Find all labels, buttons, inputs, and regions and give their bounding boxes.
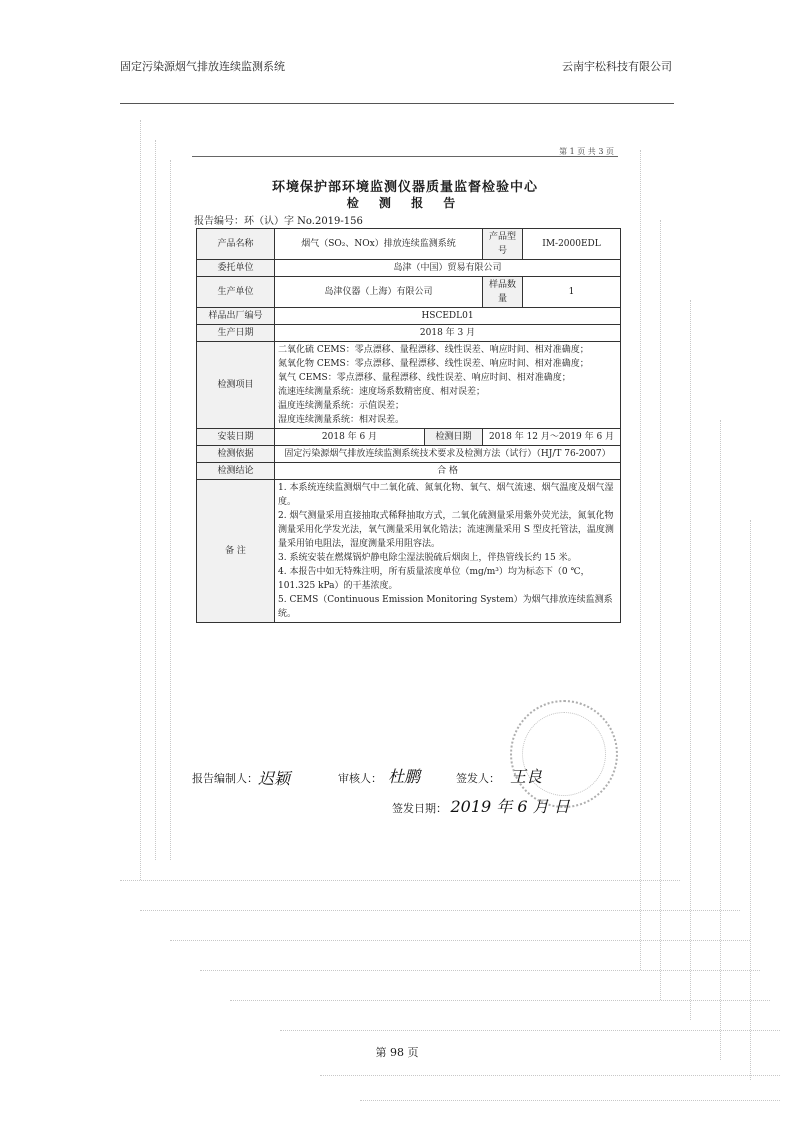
conclusion-value: 合 格 bbox=[275, 463, 621, 480]
page-header-left: 固定污染源烟气排放连续监测系统 bbox=[120, 60, 285, 73]
table-row bbox=[197, 446, 621, 463]
items-list bbox=[275, 342, 621, 429]
sample-qty-label: 样品数量 bbox=[483, 277, 523, 308]
page-footer: 第 98 页 bbox=[375, 1046, 419, 1059]
report-title: 检 测 报 告 bbox=[346, 196, 464, 210]
list-item: 5. CEMS（Continuous Emission Monitoring System）为烟气排放连续监测系统。 bbox=[278, 595, 613, 619]
serial-label: 样品出厂编号 bbox=[197, 308, 275, 325]
manufacturer-label: 生产单位 bbox=[197, 277, 275, 308]
official-seal bbox=[510, 700, 618, 808]
scan-page-number: 第 1 页 共 3 页 bbox=[559, 147, 614, 156]
table-row bbox=[197, 308, 621, 325]
sample-qty-value: 1 bbox=[523, 277, 621, 308]
sign-date-value: 2019 年 6 月 日 bbox=[450, 797, 570, 816]
table-row bbox=[197, 480, 621, 623]
report-number: 报告编号：环（认）字 No.2019-156 bbox=[194, 216, 363, 227]
list-item: 流速连续测量系统：速度场系数精密度、相对误差； bbox=[278, 387, 486, 397]
table-row bbox=[197, 325, 621, 342]
editor-label: 报告编制人： bbox=[192, 772, 258, 785]
serial-value: HSCEDL01 bbox=[275, 308, 621, 325]
list-item: 4. 本报告中如无特殊注明，所有质量浓度单位（mg/m³）均为标态下（0 ℃，101.325 kPa）的干基浓度。 bbox=[278, 567, 590, 591]
install-date-label: 安装日期 bbox=[197, 429, 275, 446]
list-item: 氮氧化物 CEMS：零点漂移、量程漂移、线性误差、响应时间、相对准确度； bbox=[278, 359, 589, 369]
model-label: 产品型号 bbox=[483, 229, 523, 260]
conclusion-label: 检测结论 bbox=[197, 463, 275, 480]
list-item: 温度连续测量系统：示值误差； bbox=[278, 401, 405, 411]
items-label: 检测项目 bbox=[197, 342, 275, 429]
test-date-value: 2018 年 12 月～2019 年 6 月 bbox=[483, 429, 621, 446]
scanned-report bbox=[192, 142, 618, 822]
page-header-right: 云南宇松科技有限公司 bbox=[562, 60, 672, 73]
list-item: 湿度连续测量系统：相对误差。 bbox=[278, 415, 405, 425]
sign-date bbox=[392, 794, 570, 817]
table-row bbox=[197, 463, 621, 480]
remarks-list bbox=[275, 480, 621, 623]
report-table bbox=[196, 228, 621, 623]
table-row bbox=[197, 260, 621, 277]
reviewer-signature: 杜鹏 bbox=[388, 767, 421, 786]
table-row bbox=[197, 429, 621, 446]
product-name: 烟气（SO₂、NOx）排放连续监测系统 bbox=[275, 229, 483, 260]
approver-signature: 王良 bbox=[510, 767, 543, 786]
table-row bbox=[197, 229, 621, 260]
reviewer-label: 审核人： bbox=[338, 772, 382, 785]
basis-value: 固定污染源烟气排放连续监测系统技术要求及检测方法（试行）（HJ/T 76-2007） bbox=[275, 446, 621, 463]
production-date-value: 2018 年 3 月 bbox=[275, 325, 621, 342]
product-name-label: 产品名称 bbox=[197, 229, 275, 260]
sign-date-label: 签发日期： bbox=[392, 802, 447, 815]
model-value: IM-2000EDL bbox=[523, 229, 621, 260]
list-item: 二氧化硫 CEMS：零点漂移、量程漂移、线性误差、响应时间、相对准确度； bbox=[278, 345, 589, 355]
scan-top-rule bbox=[192, 156, 618, 157]
basis-label: 检测依据 bbox=[197, 446, 275, 463]
production-date-label: 生产日期 bbox=[197, 325, 275, 342]
test-date-label: 检测日期 bbox=[425, 429, 483, 446]
list-item: 氧气 CEMS：零点漂移、量程漂移、线性误差、响应时间、相对准确度； bbox=[278, 373, 571, 383]
manufacturer-value: 岛津仪器（上海）有限公司 bbox=[275, 277, 483, 308]
editor-signature: 迟颖 bbox=[258, 769, 291, 788]
header-rule bbox=[120, 103, 674, 104]
install-date-value: 2018 年 6 月 bbox=[275, 429, 425, 446]
org-title: 环境保护部环境监测仪器质量监督检验中心 bbox=[271, 180, 538, 195]
client-value: 岛津（中国）贸易有限公司 bbox=[275, 260, 621, 277]
list-item: 3. 系统安装在燃煤锅炉静电除尘湿法脱硫后烟囱上，伴热管线长约 15 米。 bbox=[278, 553, 577, 563]
list-item: 2. 烟气测量采用直接抽取式稀释抽取方式，二氧化硫测量采用紫外荧光法，氮氧化物测量采用化学发光法，氧气测量采用氧化锆法；流速测量采用 S 型皮托管法，温度测量采用铂电阻法，湿度测量采用阻容法。 bbox=[278, 511, 614, 549]
list-item: 1. 本系统连续监测烟气中二氧化硫、氮氧化物、氧气、烟气流速、烟气温度及烟气湿度。 bbox=[278, 483, 614, 507]
client-label: 委托单位 bbox=[197, 260, 275, 277]
remarks-label: 备 注 bbox=[197, 480, 275, 623]
approver-label: 签发人： bbox=[456, 772, 500, 785]
table-row bbox=[197, 342, 621, 429]
table-row bbox=[197, 277, 621, 308]
